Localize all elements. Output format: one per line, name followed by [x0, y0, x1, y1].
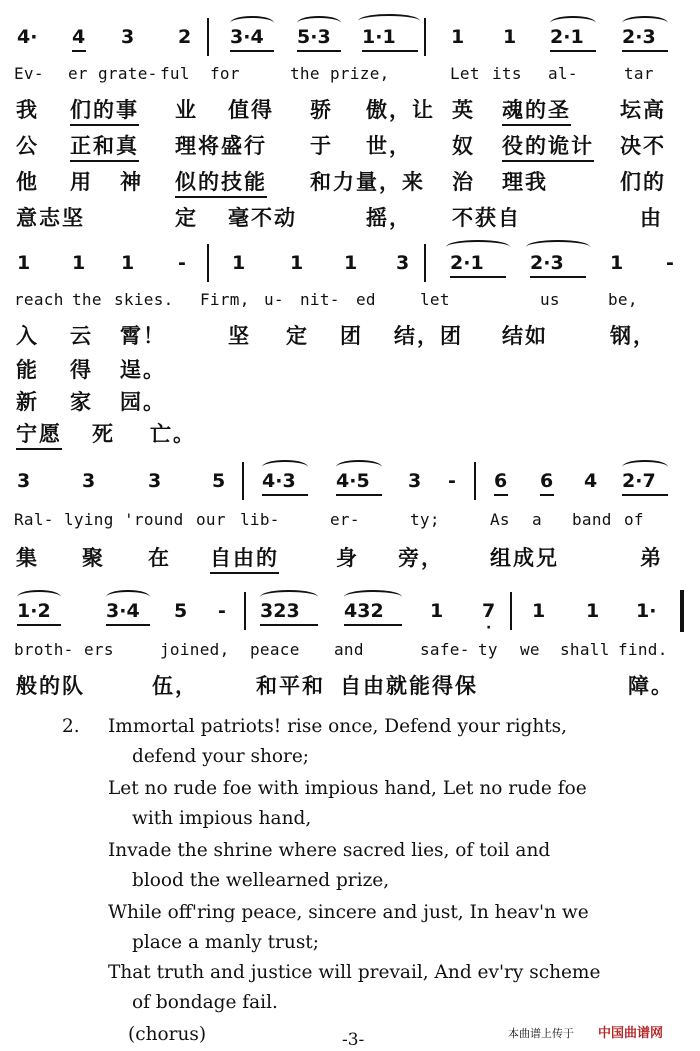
beam-underline [622, 494, 668, 496]
chinese-lyric: 弟 [640, 546, 663, 570]
english-lyric: our [196, 510, 226, 529]
chinese-lyric: 奴 [452, 134, 475, 158]
chinese-lyric: 治 [452, 170, 475, 194]
note: 1· [636, 600, 657, 622]
english-lyric: find. [618, 640, 668, 659]
chinese-lyric: 障。 [628, 674, 674, 698]
english-lyric: band [572, 510, 612, 529]
verse-line: Immortal patriots! rise once, Defend your rights, [108, 716, 568, 737]
english-lyric: let [420, 290, 450, 309]
chinese-lyric: 用 [70, 170, 93, 194]
beam-underline [260, 624, 318, 626]
verse-line: place a manly trust; [132, 932, 319, 953]
english-lyric: shall [560, 640, 610, 659]
chinese-lyric: 身 [336, 546, 359, 570]
verse-line: That truth and justice will prevail, And ev'ry scheme [108, 962, 601, 983]
chinese-lyric: 坛高 [620, 98, 666, 122]
beam-underline [622, 50, 668, 52]
beam-underline [550, 50, 596, 52]
note: 3 [148, 470, 162, 492]
chinese-lyric: 结，团 [394, 324, 463, 348]
english-lyric: be, [608, 290, 638, 309]
note: 4 [584, 470, 598, 492]
verse-line: blood the wellearned prize, [132, 870, 390, 891]
english-lyric: nit- [300, 290, 340, 309]
slur [344, 590, 402, 604]
note: 3 [17, 470, 31, 492]
slur [230, 16, 274, 30]
upload-credit: 本曲谱上传于 [508, 1027, 574, 1040]
note: 432 [344, 600, 384, 622]
note: 5·3 [297, 26, 331, 48]
slur [526, 240, 590, 254]
english-lyric: broth- [14, 640, 74, 659]
english-lyric: a [532, 510, 542, 529]
chinese-lyric: 能 [16, 358, 39, 382]
note: 323 [260, 600, 300, 622]
verse-line: of bondage fail. [132, 992, 278, 1013]
verse-number: 2. [62, 716, 80, 737]
note: - [448, 470, 456, 492]
chinese-lyric: 魂的圣 [502, 94, 571, 126]
note: 3·4 [230, 26, 264, 48]
chinese-lyric: 般的队 [16, 674, 85, 698]
chinese-lyric: 世， [366, 134, 412, 158]
chinese-lyric: 公 [16, 134, 39, 158]
chinese-lyric: 业 [175, 98, 198, 122]
english-lyric: As [490, 510, 510, 529]
chinese-lyric: 组成兄 [490, 546, 559, 570]
note: 4· [17, 26, 38, 48]
beam-underline [344, 624, 402, 626]
note: 7 [482, 600, 496, 622]
note: 3·4 [106, 600, 140, 622]
note: 1 [290, 252, 304, 274]
english-lyric: u- [264, 290, 284, 309]
note: 1 [121, 252, 135, 274]
english-lyric: grate- [98, 64, 158, 83]
barline [424, 18, 426, 56]
chorus-label: (chorus) [128, 1024, 207, 1045]
chinese-lyric: 园。 [120, 390, 166, 414]
chinese-lyric: 们的事 [70, 94, 139, 126]
beam-underline [362, 50, 418, 52]
barline [244, 592, 246, 630]
beam-underline [336, 494, 382, 496]
note: 1 [586, 600, 600, 622]
note: 1 [532, 600, 546, 622]
chinese-lyric: 英 [452, 98, 475, 122]
note: 2·7 [622, 470, 656, 492]
note: 1 [430, 600, 444, 622]
chinese-lyric: 不获自 [452, 206, 521, 230]
note: 2 [178, 26, 192, 48]
barline [207, 18, 209, 56]
english-lyric: peace [250, 640, 300, 659]
english-lyric: skies. [114, 290, 174, 309]
barline [474, 462, 476, 500]
site-logo: 中国曲谱网 [598, 1026, 664, 1041]
beam-underline [72, 50, 86, 52]
beam-underline [230, 50, 274, 52]
english-lyric: Let [450, 64, 480, 83]
note: 1 [344, 252, 358, 274]
chinese-lyric: 聚 [82, 546, 105, 570]
note: 4 [72, 26, 86, 48]
chinese-lyric: 定 [286, 324, 309, 348]
barline [207, 244, 209, 282]
chinese-lyric: 宁愿 [16, 418, 62, 450]
english-lyric: safe- [420, 640, 470, 659]
chinese-lyric: 似的技能 [175, 166, 267, 198]
barline [242, 462, 244, 500]
verse-line: While off'ring peace, sincere and just, In heav'n we [108, 902, 589, 923]
english-lyric: al- [548, 64, 578, 83]
chinese-lyric: 在 [148, 546, 171, 570]
note: 1·2 [17, 600, 51, 622]
chinese-lyric: 于 [310, 134, 333, 158]
note: 1 [451, 26, 465, 48]
english-lyric: er- [330, 510, 360, 529]
chinese-lyric: 新 [16, 390, 39, 414]
note: 1 [232, 252, 246, 274]
english-lyric: tar [624, 64, 654, 83]
chinese-lyric: 伍， [152, 674, 198, 698]
beam-underline [530, 276, 586, 278]
chinese-lyric: 坚 [228, 324, 251, 348]
beam-underline [262, 494, 308, 496]
verse-line: defend your shore; [132, 746, 310, 767]
chinese-lyric: 理将盛行 [175, 134, 267, 158]
note: 5 [212, 470, 226, 492]
note: 2·3 [622, 26, 656, 48]
slur [336, 460, 382, 474]
english-lyric: er [68, 64, 88, 83]
note: 3 [82, 470, 96, 492]
english-lyric: Ral- [14, 510, 54, 529]
english-lyric: ty; [410, 510, 440, 529]
chinese-lyric: 集 [16, 546, 39, 570]
slur [262, 460, 308, 474]
chinese-lyric: 值得 [228, 98, 274, 122]
note: 5 [174, 600, 188, 622]
chinese-lyric: 毫不动 [228, 206, 297, 230]
chinese-lyric: 死 [92, 422, 115, 446]
note: 3 [408, 470, 422, 492]
note: 1 [503, 26, 517, 48]
chinese-lyric: 役的诡计 [502, 130, 594, 162]
chinese-lyric: 理我 [502, 170, 548, 194]
note: 3 [396, 252, 410, 274]
english-lyric: lib- [240, 510, 280, 529]
english-lyric: the [72, 290, 102, 309]
note: - [178, 252, 186, 274]
chinese-lyric: 定 [175, 206, 198, 230]
english-lyric: for [210, 64, 240, 83]
slur [622, 460, 668, 474]
note: 2·1 [450, 252, 484, 274]
barline [510, 592, 512, 630]
chinese-lyric: 自由的 [210, 542, 279, 574]
slur [260, 590, 318, 604]
verse-line: Let no rude foe with impious hand, Let no rude foe [108, 778, 587, 799]
low-octave-dot: · [486, 620, 492, 636]
note: 4·3 [262, 470, 296, 492]
note: 2·1 [550, 26, 584, 48]
chinese-lyric: 团 [340, 324, 363, 348]
note: - [218, 600, 226, 622]
note: 2·3 [530, 252, 564, 274]
english-lyric: joined, [160, 640, 230, 659]
english-lyric: ed [356, 290, 376, 309]
slur [358, 14, 420, 28]
note: 4·5 [336, 470, 370, 492]
slur [17, 590, 61, 604]
english-lyric: 'round [124, 510, 184, 529]
english-lyric: Ev- [14, 64, 44, 83]
slur [297, 16, 341, 30]
chinese-lyric: 结如 [502, 324, 548, 348]
english-lyric: ful [160, 64, 190, 83]
english-lyric: we [520, 640, 540, 659]
beam-underline [540, 494, 554, 496]
beam-underline [494, 494, 508, 496]
beam-underline [450, 276, 506, 278]
english-lyric: reach [14, 290, 64, 309]
chinese-lyric: 们的 [620, 170, 666, 194]
english-lyric: prize, [330, 64, 390, 83]
chinese-lyric: 自由就能得保 [340, 674, 478, 698]
chinese-lyric: 傲，让 [366, 98, 435, 122]
chinese-lyric: 得 [70, 358, 93, 382]
chinese-lyric: 和力量，来 [310, 170, 425, 194]
chinese-lyric: 由 [640, 206, 663, 230]
english-lyric: its [492, 64, 522, 83]
beam-underline [106, 624, 150, 626]
note: 1 [610, 252, 624, 274]
chinese-lyric: 他 [16, 170, 39, 194]
chinese-lyric: 钢， [610, 324, 656, 348]
note: 1 [72, 252, 86, 274]
note: 1 [17, 252, 31, 274]
verse-line: Invade the shrine where sacred lies, of toil and [108, 840, 551, 861]
chinese-lyric: 霄！ [120, 324, 166, 348]
chinese-lyric: 我 [16, 98, 39, 122]
chinese-lyric: 和平和 [256, 674, 325, 698]
chinese-lyric: 骄 [310, 98, 333, 122]
chinese-lyric: 亡。 [150, 422, 196, 446]
english-lyric: ers [84, 640, 114, 659]
note: 6 [540, 470, 554, 492]
chinese-lyric: 旁， [398, 546, 444, 570]
verse-line: with impious hand, [132, 808, 312, 829]
chinese-lyric: 意志坚 [16, 206, 85, 230]
note: 3 [121, 26, 135, 48]
chinese-lyric: 入 [16, 324, 39, 348]
chinese-lyric: 家 [70, 390, 93, 414]
slur [106, 590, 150, 604]
english-lyric: of [624, 510, 644, 529]
note: - [666, 252, 674, 274]
page-number: -3- [342, 1030, 365, 1050]
slur [622, 16, 668, 30]
english-lyric: Firm, [200, 290, 250, 309]
chinese-lyric: 正和真 [70, 130, 139, 162]
english-lyric: ty [478, 640, 498, 659]
chinese-lyric: 神 [120, 170, 143, 194]
chinese-lyric: 决不 [620, 134, 666, 158]
english-lyric: and [334, 640, 364, 659]
slur [550, 16, 596, 30]
final-barline [680, 590, 684, 632]
chinese-lyric: 摇， [366, 206, 412, 230]
note: 6 [494, 470, 508, 492]
beam-underline [17, 624, 61, 626]
note: 1·1 [362, 26, 396, 48]
chinese-lyric: 云 [70, 324, 93, 348]
english-lyric: us [540, 290, 560, 309]
chinese-lyric: 逞。 [120, 358, 166, 382]
english-lyric: lying [64, 510, 114, 529]
beam-underline [297, 50, 341, 52]
english-lyric: the [290, 64, 320, 83]
barline [424, 244, 426, 282]
slur [446, 240, 510, 254]
